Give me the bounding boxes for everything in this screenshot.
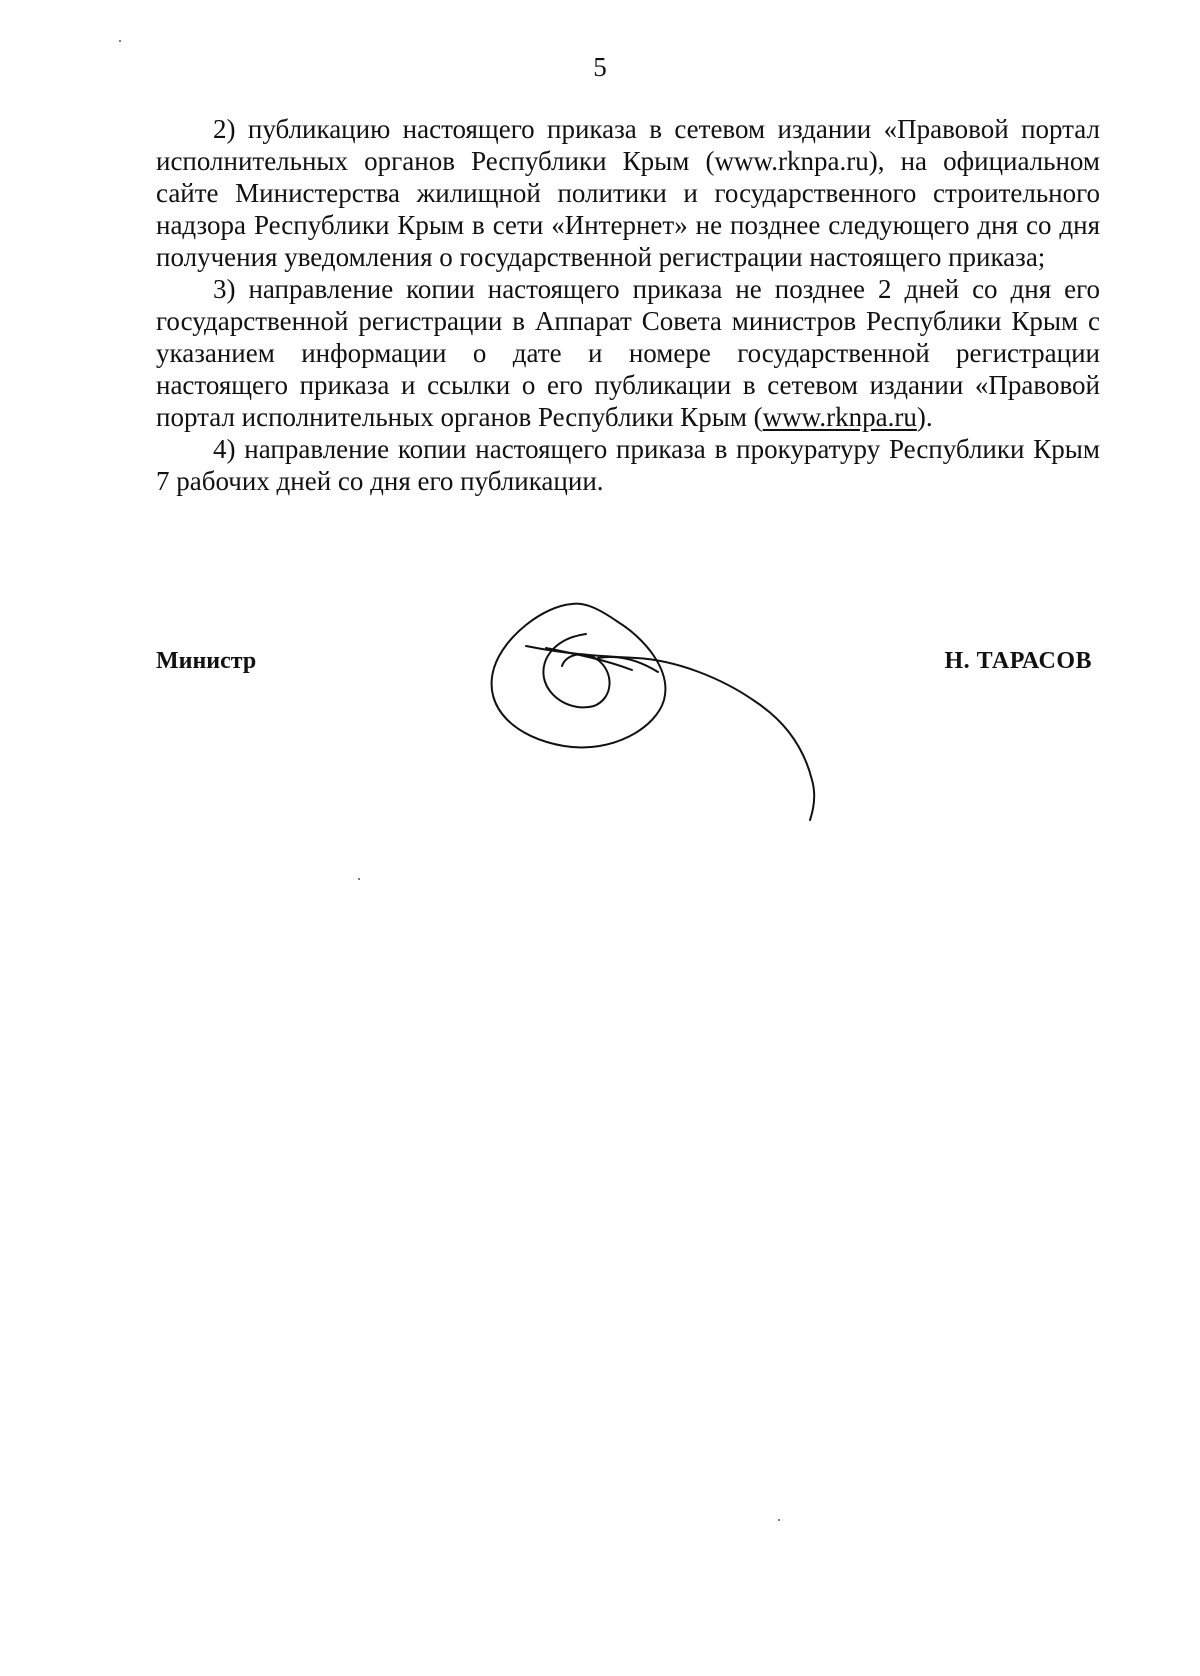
signer-name: Н. ТАРАСОВ — [944, 648, 1092, 674]
rknpa-link[interactable]: www.rknpa.ru — [762, 402, 917, 432]
paragraph-item-3 — [156, 273, 1100, 433]
scan-speck — [119, 40, 121, 42]
page-number: 5 — [593, 52, 607, 82]
paragraph-text-end: ). — [916, 402, 933, 432]
paragraph-text: 3) направление копии настоящего приказа не позднее 2 дней со дня его государственной регистрации в Аппарат Совета министров Республики Крым с указанием информации о дате и номере государственной регистрации настоящего приказа и ссылки о его публикации в сетевом издании «Правовой портал исполнительных органов Республики Крым ( — [156, 274, 1100, 432]
scan-speck — [778, 1519, 780, 1521]
scan-speck — [358, 878, 360, 880]
document-body — [156, 113, 1100, 497]
signer-title: Министр — [156, 648, 257, 674]
handwritten-signature — [486, 598, 856, 858]
paragraph-item-4: 4) направление копии настоящего приказа в прокуратуру Республики Крым 7 рабочих дней со дня его публикации. — [156, 434, 1100, 496]
paragraph-item-2: 2) публикацию настоящего приказа в сетевом издании «Правовой портал исполнительных органов Республики Крым (www.rknpa.ru), на официальном сайте Министерства жилищной политики и государственного строительного надзора Республики Крым в сети «Интернет» не позднее следующего дня со дня получения уведомления о государственной регистрации настоящего приказа; — [156, 114, 1100, 272]
